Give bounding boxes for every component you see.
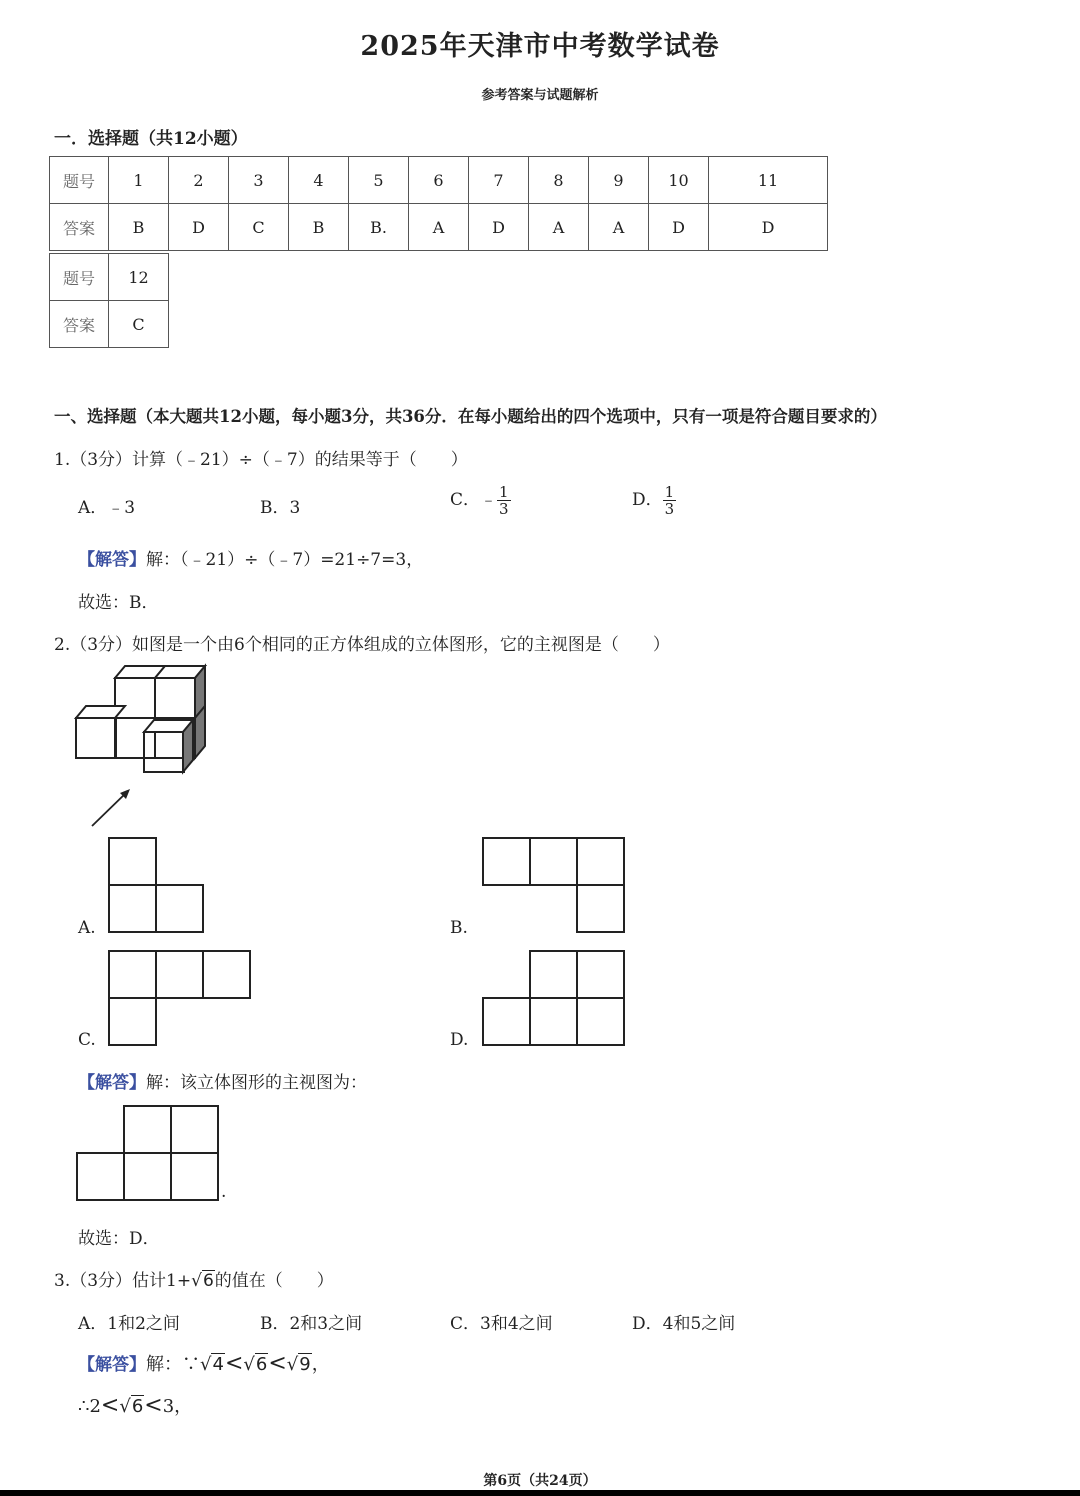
q2-option-c-figure — [108, 950, 254, 1046]
grid-square — [577, 998, 624, 1045]
grid-square — [203, 951, 250, 998]
grid-square — [109, 838, 156, 885]
grid-square — [171, 1106, 218, 1153]
table-cell: C — [229, 204, 289, 251]
grid-square — [124, 1153, 171, 1200]
cube-face — [144, 732, 184, 772]
section-heading-2: 一、选择题（本大题共12小题，每小题3分，共36分．在每小题给出的四个选项中，只有一项是符合题目要求的） — [54, 407, 887, 426]
table-cell: 题号 — [50, 254, 109, 301]
sqrt: √9 — [286, 1354, 311, 1375]
table-cell: B — [289, 204, 349, 251]
grid-square — [109, 885, 156, 932]
table-cell: B — [109, 204, 169, 251]
stem-text: 3.（3分）估计1+ — [54, 1271, 192, 1291]
answer-tag: 【解答】 — [78, 1073, 146, 1093]
page-title: 2025年天津市中考数学试卷 — [360, 31, 720, 62]
radicand: 6 — [131, 1396, 144, 1417]
table-cell: D — [709, 204, 828, 251]
minus-sign: ﹣ — [480, 490, 498, 510]
table-cell: A — [409, 204, 469, 251]
table-cell: 6 — [409, 157, 469, 204]
cube-solid-figure — [70, 660, 230, 835]
page-subtitle: 参考答案与试题解析 — [481, 88, 599, 103]
table-cell: D — [469, 204, 529, 251]
answer-key-table-2 — [49, 253, 169, 348]
table-cell: 题号 — [50, 157, 109, 204]
option-label: D． — [632, 490, 663, 510]
fraction — [663, 484, 677, 517]
answer-tag: 【解答】 — [78, 550, 146, 570]
answer-text: ∴2 — [78, 1396, 101, 1417]
q3-option-a: A．1和2之间 — [78, 1314, 180, 1334]
q1-answer — [78, 545, 423, 570]
grid-square — [577, 885, 624, 932]
table-cell: 9 — [589, 157, 649, 204]
table-cell: 答案 — [50, 301, 109, 348]
grid-square — [156, 885, 203, 932]
answer-text: 3， — [162, 1396, 193, 1417]
table-cell: A — [529, 204, 589, 251]
q3-answer-line2 — [78, 1392, 192, 1418]
grid-square — [577, 951, 624, 998]
less-than: < — [100, 1393, 120, 1418]
grid-square — [124, 1106, 171, 1153]
cube-face — [76, 718, 116, 758]
q2-option-b-label: B. — [450, 918, 468, 938]
section-heading: 一．选择题（共12小题） — [54, 129, 248, 149]
grid-square — [109, 998, 156, 1045]
radicand: 6 — [202, 1271, 214, 1291]
table-cell: A — [589, 204, 649, 251]
table-cell: 12 — [109, 254, 169, 301]
question-3-stem — [54, 1266, 334, 1291]
answer-text: 解：该立体图形的主视图为： — [146, 1073, 367, 1093]
table-cell: D — [649, 204, 709, 251]
q1-option-a: A．﹣3 — [78, 498, 136, 518]
grid-square — [530, 838, 577, 885]
grid-square — [530, 998, 577, 1045]
table-cell: 2 — [169, 157, 229, 204]
q3-option-c: C．3和4之间 — [450, 1314, 553, 1334]
table-row — [50, 254, 169, 301]
radicand: 6 — [255, 1354, 268, 1375]
fraction-denominator: 3 — [499, 500, 509, 518]
cube-face — [115, 718, 155, 758]
cube-top-face — [76, 706, 125, 718]
q2-answer-figure — [76, 1105, 222, 1201]
answer-key-table — [49, 156, 828, 251]
q2-choice: 故选：D． — [78, 1229, 160, 1249]
question-2-stem: 2.（3分）如图是一个由6个相同的正方体组成的立体图形，它的主视图是（ ） — [54, 635, 670, 655]
less-than: < — [268, 1351, 287, 1376]
grid-square — [530, 951, 577, 998]
q3-option-d: D．4和5之间 — [632, 1314, 736, 1334]
q2-option-d-label: D. — [450, 1030, 469, 1050]
table-cell: 3 — [229, 157, 289, 204]
sqrt: √4 — [200, 1354, 224, 1375]
table-row — [50, 301, 169, 348]
grid-square — [156, 951, 203, 998]
table-cell: 1 — [109, 157, 169, 204]
cube-face — [155, 678, 195, 718]
table-cell: 5 — [349, 157, 409, 204]
table-row — [50, 157, 828, 204]
answer-text: 解：（﹣21）÷（﹣7）=21÷7=3， — [146, 550, 424, 570]
answer-text: ， — [311, 1354, 330, 1375]
less-than: < — [144, 1393, 163, 1418]
sqrt: √6 — [243, 1354, 268, 1375]
fraction-numerator: 1 — [664, 483, 675, 501]
grid-square — [109, 951, 156, 998]
page-footer: 第6页（共24页） — [483, 1473, 597, 1489]
bottom-bar — [0, 1490, 1080, 1496]
q1-option-b: B．3 — [260, 498, 301, 518]
table-cell: 8 — [529, 157, 589, 204]
grid-square — [171, 1153, 218, 1200]
table-cell: 11 — [709, 157, 828, 204]
table-cell: C — [109, 301, 169, 348]
grid-square — [483, 998, 530, 1045]
q1-option-c — [450, 484, 511, 517]
q2-option-b-figure — [482, 837, 628, 933]
grid-square — [77, 1153, 124, 1200]
q2-option-a-figure — [108, 837, 208, 933]
table-cell: 答案 — [50, 204, 109, 251]
table-cell: 4 — [289, 157, 349, 204]
grid-square — [483, 838, 530, 885]
q3-answer — [78, 1350, 330, 1376]
stem-text: 的值在（ ） — [214, 1271, 334, 1291]
less-than: < — [224, 1351, 244, 1376]
q1-option-d — [632, 484, 676, 517]
fraction-denominator: 3 — [664, 500, 675, 518]
view-arrow — [92, 791, 128, 826]
option-label: C． — [450, 490, 481, 510]
grid-square — [577, 838, 624, 885]
q2-answer — [78, 1068, 367, 1093]
answer-text: 解：∵ — [146, 1354, 200, 1375]
table-cell: D — [169, 204, 229, 251]
question-1-stem: 1.（3分）计算（﹣21）÷（﹣7）的结果等于（ ） — [54, 450, 468, 470]
table-cell: 7 — [469, 157, 529, 204]
q2-option-a-label: A. — [78, 918, 96, 938]
q2-option-d-figure — [482, 950, 628, 1046]
q2-option-c-label: C. — [78, 1030, 96, 1050]
fraction — [497, 484, 511, 517]
table-row — [50, 204, 828, 251]
radicand: 4 — [212, 1354, 224, 1375]
figure-period: . — [221, 1182, 227, 1202]
fraction-numerator: 1 — [499, 483, 509, 501]
q1-choice: 故选：B． — [78, 593, 159, 613]
table-cell: 10 — [649, 157, 709, 204]
answer-tag: 【解答】 — [78, 1355, 146, 1375]
sqrt: √6 — [191, 1271, 214, 1291]
q3-option-b: B．2和3之间 — [260, 1314, 363, 1334]
table-cell: B. — [349, 204, 409, 251]
sqrt: √6 — [119, 1396, 144, 1417]
radicand: 9 — [299, 1354, 311, 1375]
